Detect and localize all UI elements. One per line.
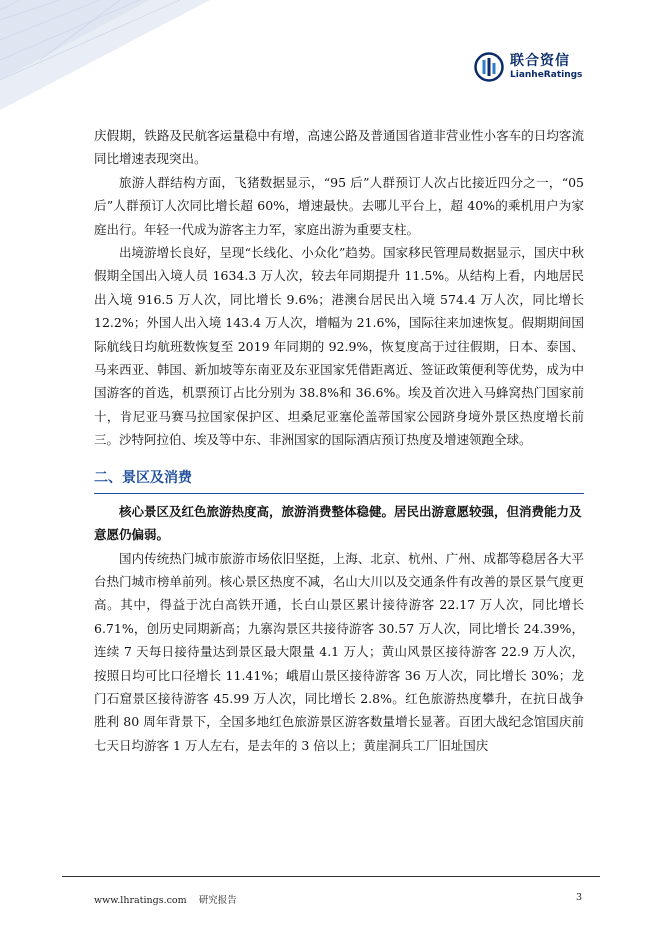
page-number: 3: [576, 892, 583, 903]
logo-chinese-name: 联合资信: [510, 53, 570, 69]
paragraph-traveler-structure: 旅游人群结构方面，飞猪数据显示，“95 后”人群预订人次占比接近四分之一，“05 后”人群预订人次同比增长超 60%，增速最快。去哪儿平台上，超 40%的乘机用户为家庭出行。年轻一代成为游客主力军，家庭出游为重要支柱。: [94, 174, 584, 237]
footer-info: [94, 892, 237, 906]
section-title: 二、景区及消费: [94, 467, 584, 494]
corner-decoration: [0, 0, 210, 110]
report-body: [94, 124, 584, 757]
paragraph-outbound-travel: 出境游增长良好，呈现“长线化、小众化”趋势。国家移民管理局数据显示，国庆中秋假期全国出入境人员 1634.3 万人次，较去年同期提升 11.5%。从结构上看，内地居民出入境 916.5 万人次，同比增长 9.6%；港澳台居民出入境 574.4 万人次，同比增长 12.2%；外国人出入境 143.4 万人次，增幅为 21.6%，国际往来加速恢复。假期期间国际航线日均航班数恢复至 2019 年同期的 92.9%，恢复度高于过往假期，日本、泰国、马来西亚、韩国、新加坡等东南亚及东亚国家凭借距离近、签证政策便利等优势，成为中国游客的首选，机票预订占比分别为 38.8%和 36.6%。埃及首次进入马蜂窝热门国家前十，肯尼亚马赛马拉国家保护区、坦桑尼亚塞伦盖蒂国家公园跻身境外景区热度增长前三。沙特阿拉伯、埃及等中东、非洲国家的国际酒店预订热度及增速领跑全球。: [94, 245, 584, 448]
footer-report-type: 研究报告: [198, 895, 237, 906]
brand-logo: [474, 52, 582, 82]
section-summary: 核心景区及红色旅游热度高，旅游消费整体稳健。居民出游意愿较强，但消费能力及意愿仍偏弱。: [94, 503, 582, 543]
footer-divider: [62, 876, 600, 877]
footer-website: www.lhratings.com: [94, 895, 187, 906]
logo-english-name: LianheRatings: [510, 70, 583, 80]
paragraph-holiday-transport: 庆假期，铁路及民航客运量稳中有增，高速公路及普通国省道非营业性小客车的日均客流同比增速表现突出。: [94, 128, 584, 167]
lianhe-logo-icon: [474, 52, 504, 82]
paragraph-scenic-spots: 国内传统热门城市旅游市场依旧坚挺，上海、北京、杭州、广州、成都等稳居各大平台热门城市榜单前列。核心景区热度不减，名山大川以及交通条件有改善的景区景气度更高。其中，得益于沈白高铁开通，长白山景区累计接待游客 22.17 万人次，同比增长 6.71%，创历史同期新高；九寨沟景区共接待游客 30.57 万人次，同比增长 24.39%，连续 7 天每日接待量达到景区最大限量 4.1 万人；黄山风景区接待游客 22.9 万人次，按照日均可比口径增长 11.41%；峨眉山景区接待游客 36 万人次，同比增长 30%；龙门石窟景区接待游客 45.99 万人次，同比增长 2.8%。红色旅游热度攀升，在抗日战争胜利 80 周年背景下，全国多地红色旅游景区游客数量增长显著。百团大战纪念馆国庆前七天日均游客 1 万人左右，是去年的 3 倍以上；黄崖洞兵工厂旧址国庆: [94, 550, 584, 753]
